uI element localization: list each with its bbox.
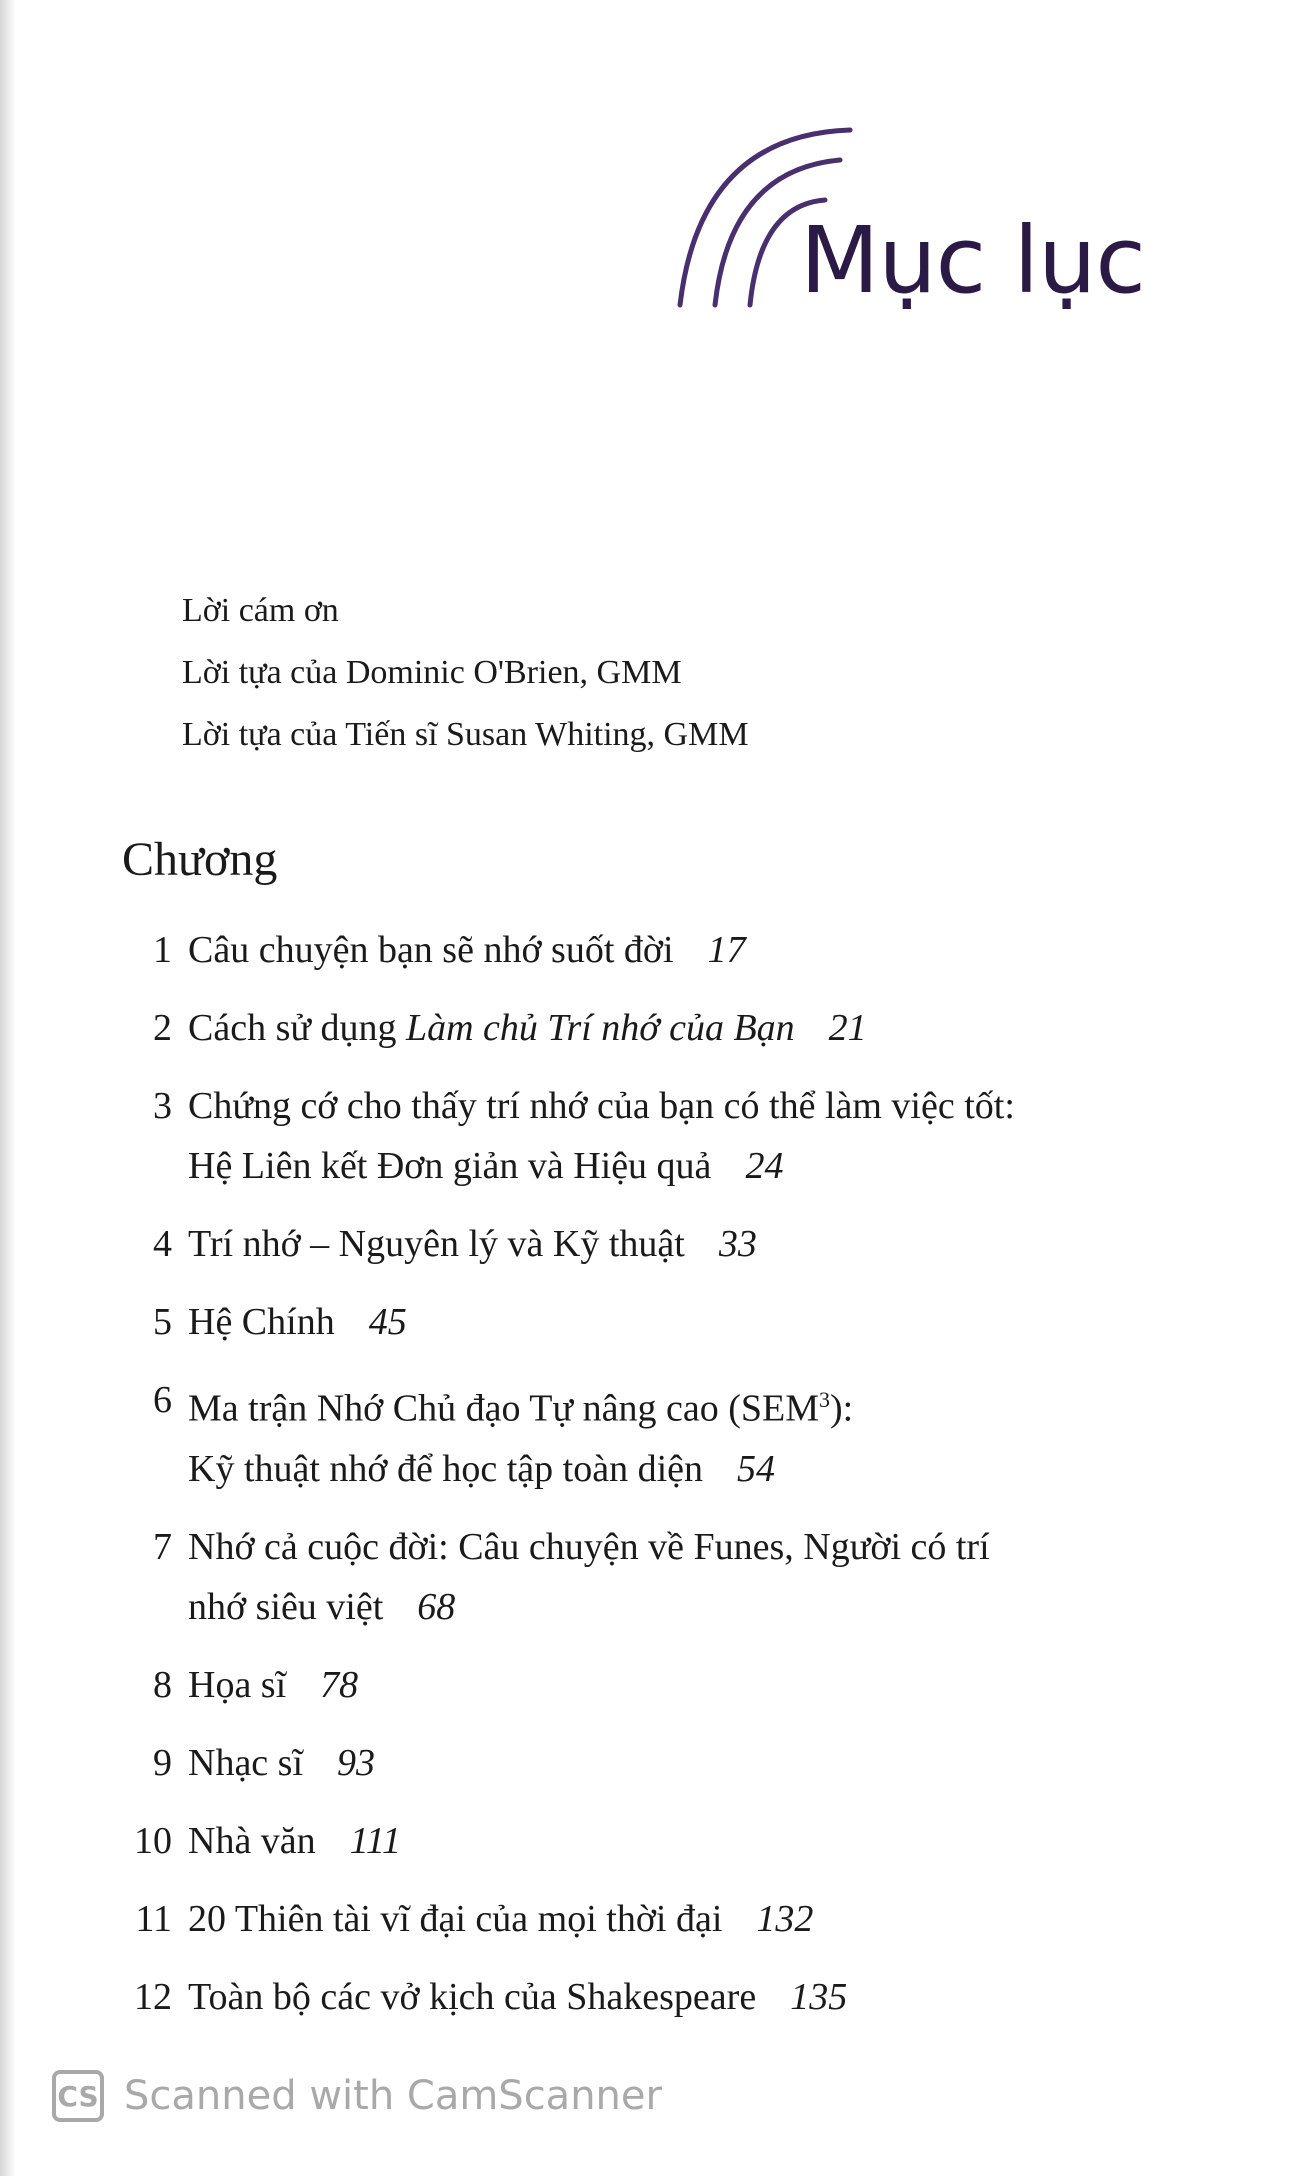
toc-page: 24 bbox=[745, 1145, 784, 1187]
toc-page: 135 bbox=[790, 1975, 848, 2018]
toc-title: Hệ Chính bbox=[188, 1301, 335, 1343]
toc-entry bbox=[122, 1076, 1202, 1196]
toc-title: Câu chuyện bạn sẽ nhớ suốt đời bbox=[188, 929, 674, 971]
toc-number: 3 bbox=[153, 1085, 172, 1127]
toc-entry bbox=[122, 1811, 1202, 1871]
toc-page: 17 bbox=[707, 929, 746, 971]
toc-page: 21 bbox=[828, 1007, 867, 1049]
toc-title: Nhạc sĩ bbox=[188, 1741, 304, 1784]
camscanner-logo-icon: CS bbox=[52, 2070, 104, 2122]
toc-title: 20 Thiên tài vĩ đại của mọi thời đại bbox=[188, 1897, 723, 1940]
page-title: Mục lục bbox=[800, 207, 1145, 314]
toc-number: 8 bbox=[153, 1663, 172, 1706]
toc-title-line1-suffix: ): bbox=[830, 1387, 854, 1430]
toc-number: 1 bbox=[153, 929, 172, 971]
toc-number: 12 bbox=[134, 1975, 172, 2018]
toc-page: 45 bbox=[368, 1301, 407, 1343]
toc-entry bbox=[122, 1292, 1202, 1352]
toc-superscript: 3 bbox=[819, 1387, 830, 1412]
toc-page: 111 bbox=[349, 1819, 402, 1862]
toc-title-line1: Chứng cớ cho thấy trí nhớ của bạn có thể làm việc tốt: bbox=[188, 1085, 1015, 1127]
toc-title-italic: Làm chủ Trí nhớ của Bạn bbox=[405, 1007, 795, 1049]
toc-title: Họa sĩ bbox=[188, 1663, 287, 1706]
toc-page: 54 bbox=[737, 1447, 776, 1490]
toc-entry bbox=[122, 920, 1202, 980]
toc-entry bbox=[122, 1370, 1202, 1499]
chapter-heading: Chương bbox=[122, 833, 278, 886]
toc-entry bbox=[122, 1655, 1202, 1715]
title-block bbox=[660, 120, 1180, 340]
front-matter-list bbox=[182, 580, 749, 766]
watermark-text: Scanned with CamScanner bbox=[124, 2073, 662, 2119]
toc-title: Nhà văn bbox=[188, 1819, 316, 1862]
toc-page: 132 bbox=[756, 1897, 814, 1940]
toc-title-line1: Ma trận Nhớ Chủ đạo Tự nâng cao (SEM bbox=[188, 1387, 819, 1430]
toc-entry bbox=[122, 1214, 1202, 1274]
toc-list bbox=[122, 920, 1202, 2045]
toc-page: 33 bbox=[718, 1223, 757, 1265]
front-matter-item-foreword-whiting: Lời tựa của Tiến sĩ Susan Whiting, GMM bbox=[182, 716, 749, 753]
toc-page: 68 bbox=[417, 1585, 456, 1628]
front-matter-item-acknowledgements: Lời cám ơn bbox=[182, 592, 339, 629]
front-matter-item-foreword-obrien: Lời tựa của Dominic O'Brien, GMM bbox=[182, 654, 682, 691]
toc-title-line2: Hệ Liên kết Đơn giản và Hiệu quả bbox=[188, 1145, 712, 1187]
toc-title-line2: nhớ siêu việt bbox=[188, 1585, 384, 1628]
toc-entry bbox=[122, 1517, 1202, 1637]
toc-title: Cách sử dụng bbox=[188, 1007, 406, 1049]
toc-page: 78 bbox=[320, 1663, 359, 1706]
toc-number: 2 bbox=[153, 1007, 172, 1049]
camscanner-watermark bbox=[52, 2064, 662, 2128]
toc-title-line2: Kỹ thuật nhớ để học tập toàn diện bbox=[188, 1447, 704, 1490]
toc-number: 4 bbox=[153, 1223, 172, 1265]
toc-entry bbox=[122, 1889, 1202, 1949]
toc-entry bbox=[122, 1733, 1202, 1793]
toc-entry bbox=[122, 1967, 1202, 2027]
toc-entry bbox=[122, 998, 1202, 1058]
toc-number: 6 bbox=[153, 1379, 172, 1421]
toc-number: 7 bbox=[153, 1525, 172, 1568]
toc-title-line1: Nhớ cả cuộc đời: Câu chuyện về Funes, Người có trí bbox=[188, 1525, 990, 1568]
toc-number: 9 bbox=[153, 1741, 172, 1784]
page-edge-shadow bbox=[0, 0, 16, 2176]
toc-title: Toàn bộ các vở kịch của Shakespeare bbox=[188, 1975, 757, 2018]
toc-number: 11 bbox=[135, 1897, 172, 1940]
toc-page: 93 bbox=[337, 1741, 376, 1784]
toc-number: 10 bbox=[134, 1819, 172, 1862]
toc-title: Trí nhớ – Nguyên lý và Kỹ thuật bbox=[188, 1223, 685, 1265]
toc-number: 5 bbox=[153, 1301, 172, 1343]
